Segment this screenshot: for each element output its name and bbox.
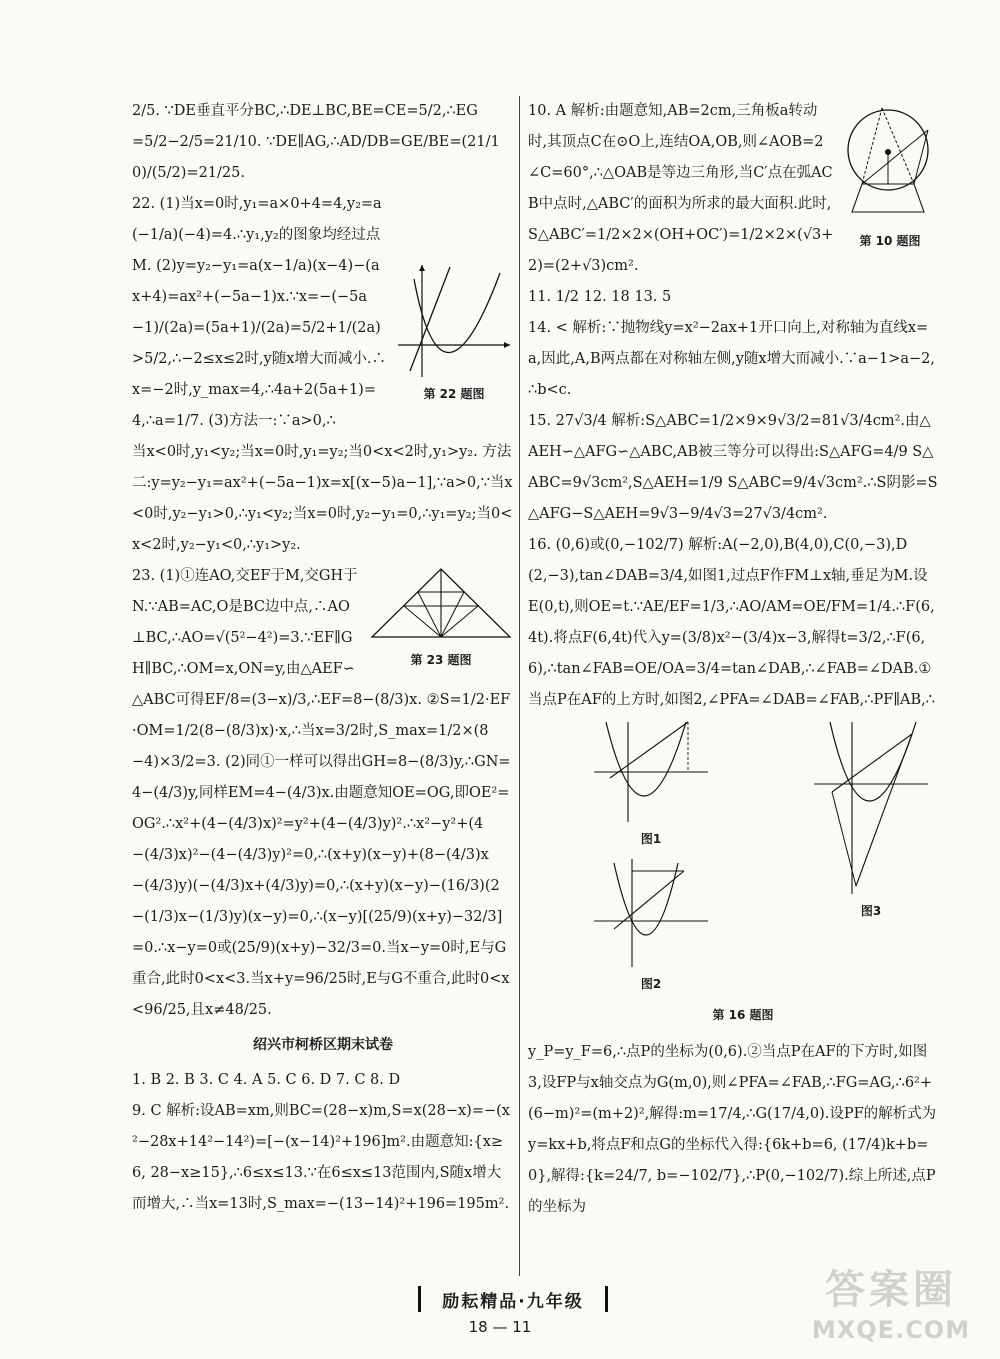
parabola-line-graph [394, 259, 514, 379]
answer-15: 15. 27√3/4 解析:S△ABC=1/2×9×9√3/2=81√3/4cm².由△AEH∽△AFG∽△ABC,AB被三等分可以得出:S△AFG=4/9 S△ABC=9√3cm²,S△AEH=1/9 S△ABC=9/4√3cm².∴S阴影=S△AFG−S△AEH=9√3−9/4√3=27√3/4cm². [528, 413, 938, 522]
figure-16-3 [812, 720, 930, 927]
answer-9: 9. C 解析:设AB=xm,则BC=(28−x)m,S=x(28−x)=−(x²−28x+14²−14²)=[−(x−14)²+196]m².由题意知:{x≥6, 28−x≥15},∴6≤x≤13.∵在6≤x≤13范围内,S随x增大而增大,∴当x=13时,S_max=−(13−14)²+196=195m². [132, 1103, 510, 1212]
figure-22 [394, 259, 514, 410]
figure-10 [842, 96, 938, 257]
answer-23: 23. (1)①连AO,交EF于M,交GH于N.∵AB=AC,O是BC边中点,∴AO⊥BC,∴AO=√(5²−4²)=3.∵EF∥GH∥BC,∴OM=x,ON=y,由△AEF∽△ABC可得EF/8=(3−x)/3,∴EF=8−(8/3)x. ②S=1/2·EF·OM=1/2(8−(8/3)x)·x,∴当x=3/2时,S_max=1/2×(8−4)×3/2=3. (2)同①一样可以得出GH=8−(8/3)y,∴GN=4−(4/3)y,同样EM=4−(4/3)x.由题意知OE=OG,即OE²=OG².∴x²+(4−(4/3)x)²=y²+(4−(4/3)y)².∴x²−y²+(4−(4/3)x)²−(4−(4/3)y)²=0,∴(x+y)(x−y)+(8−(4/3)x−(4/3)y)(−(4/3)x+(4/3)y)=0,∴(x+y)(x−y)−(16/3)(2−(1/3)x−(1/3)y)(x−y)=0,∴(x−y)[(25/9)(x+y)−32/3]=0.∴x−y=0或(25/9)(x+y)−32/3=0.当x−y=0时,E与G重合,此时0<x<3.当x+y=96/25时,E与G不重合,此时0<x<96/25,且x≠48/25. [132, 568, 511, 1018]
figure-16-1-caption: 图1 [640, 832, 662, 846]
watermark [796, 1264, 986, 1354]
answer-10: 10. A 解析:由题意知,AB=2cm,三角板a转动时,其顶点C在⊙O上,连结OA,OB,则∠AOB=2∠C=60°,∴△OAB是等边三角形,当C′点在弧ACB中点时,△ABC′的面积为所求的最大面积.此时,S△ABC′=1/2×2×(OH+OC′)=1/2×2×(√3+2)=(2+√3)cm². [528, 103, 834, 274]
figure-16-caption: 第 16 题图 [712, 1008, 774, 1022]
left-column [132, 96, 514, 1220]
figure-10-caption: 第 10 题图 [859, 234, 921, 248]
section-title: 绍兴市柯桥区期末试卷 [253, 1037, 393, 1053]
right-column [528, 96, 938, 1223]
watermark-text: 答案圈 [825, 1267, 957, 1313]
circle-triangle-figure [842, 96, 938, 226]
figure-23 [368, 563, 514, 676]
page-number: 18 — 11 [468, 1318, 532, 1336]
triangle-rectangle-figure [368, 563, 514, 645]
watermark-url: MXQE.COM [811, 1316, 971, 1344]
figure-22-caption: 第 22 题图 [423, 387, 485, 401]
mc-answers: 1. B 2. B 3. C 4. A 5. C 6. D 7. C 8. D [132, 1072, 401, 1088]
footer-brand: 励耘精品·九年级 [418, 1286, 608, 1312]
answer-14: 14. < 解析:∵抛物线y=x²−2ax+1开口向上,对称轴为直线x=a,因此,A,B两点都在对称轴左侧,y随x增大而减小.∵a−1>a−2,∴b<c. [528, 320, 935, 398]
figure-16-3-caption: 图3 [860, 904, 882, 918]
answer-16-continued: y_P=y_F=6,∴点P的坐标为(0,6).②当点P在AF的下方时,如图3,设FP与x轴交点为G(m,0),则∠PFA=∠FAB,∴FG=AG,∴6²+(6−m)²=(m+2)²,解得:m=17/4,∴G(17/4,0).设PF的解析式为y=kx+b,将点F和点G的坐标代入得:{6k+b=6, (17/4)k+b=0},解得:{k=24/7, b=−102/7},∴P(0,−102/7).综上所述,点P的坐标为 [528, 1044, 937, 1215]
answers-11-13: 11. 1/2 12. 18 13. 5 [528, 289, 672, 305]
figure-23-caption: 第 23 题图 [410, 653, 472, 667]
figure-16-1 [592, 720, 710, 927]
graph-figure-3 [812, 720, 930, 896]
answer-21-tail-1: 2/5. ∵DE垂直平分BC,∴DE⊥BC,BE=CE=5/2,∴EG [132, 103, 478, 119]
column-divider [519, 96, 520, 1276]
answer-16: 16. (0,6)或(0,−102/7) 解析:A(−2,0),B(4,0),C(0,−3),D(2,−3),tan∠DAB=3/4,如图1,过点F作FM⊥x轴,垂足为M.设E(0,t),则OE=t.∵AE/EF=1/3,∴AO/AM=OE/FM=1/4.∴F(6,4t).将点F(6,4t)代入y=(3/8)x²−(3/4)x−3,解得t=3/2,∴F(6,6),∴tan∠FAB=OE/OA=3/4=tan∠DAB,∴∠FAB=∠DAB.①当点P在AF的上方时,如图2,∠PFA=∠DAB=∠FAB,∴PF∥AB,∴ [528, 537, 935, 708]
graph-figure-1 [592, 720, 710, 824]
answer-21-tail-2: =5/2−2/5=21/10. ∵DE∥AG,∴AD/DB=GE/BE=(21/10)/(5/2)=21/25. [132, 134, 500, 181]
figure-16-group [528, 720, 938, 1031]
answer-22: 22. (1)当x=0时,y₁=a×0+4=4,y₂=a(−1/a)(−4)=4.∴y₁,y₂的图象均经过点M. (2)y=y₂−y₁=a(x−1/a)(x−4)−(ax+4)=ax²+(−5a−1)x.∵x=−(−5a−1)/(2a)=(5a+1)/(2a)=5/2+1/(2a)>5/2,∴−2≤x≤2时,y随x增大而减小.∴x=−2时,y_max=4,∴4a+2(5a+1)=4,∴a=1/7. (3)方法一:∵a>0,∴ [132, 196, 386, 429]
answer-22-compare: 当x<0时,y₁<y₂;当x=0时,y₁=y₂;当0<x<2时,y₁>y₂. 方法二:y=y₂−y₁=ax²+(−5a−1)x=x[(x−5)a−1],∵a>0,∵当x<0时,y₂−y₁>0,∴y₁<y₂;当x=0时,y₂−y₁=0,∴y₁=y₂;当0<x<2时,y₂−y₁<0,∴y₁>y₂. [132, 444, 513, 553]
figure-16-2-caption: 图2 [640, 977, 662, 991]
